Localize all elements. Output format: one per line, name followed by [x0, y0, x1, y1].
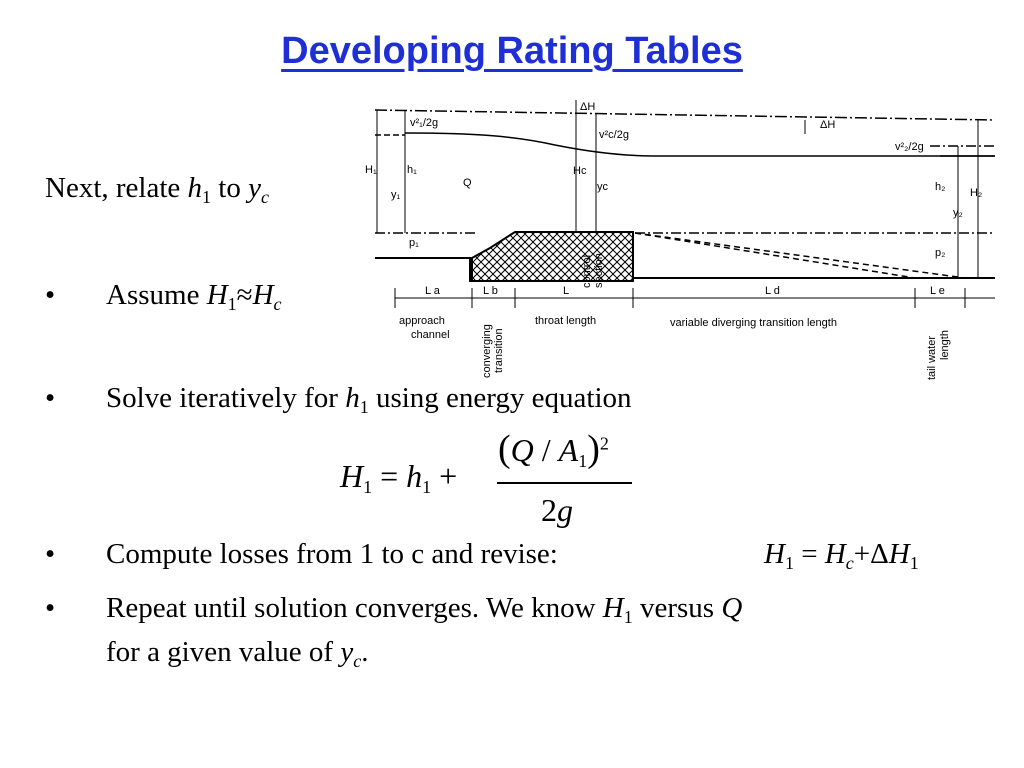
approach-label: approach — [399, 315, 445, 327]
converging-label: converging — [481, 324, 493, 378]
energy-equation-lhs — [340, 458, 457, 495]
plus-sign: + — [431, 458, 458, 494]
bullet-repeat — [106, 592, 742, 625]
H-symbol: H — [602, 592, 624, 624]
Q-symbol: Q — [721, 592, 743, 624]
p2-label: p₂ — [935, 247, 946, 259]
y-symbol: y — [248, 172, 261, 204]
H-sub: 1 — [784, 553, 794, 573]
H-symbol: H — [206, 279, 228, 311]
L-label: L — [563, 285, 570, 297]
Lb-label: L b — [483, 285, 498, 297]
close-paren: ) — [587, 428, 600, 470]
h2-label: h₂ — [935, 181, 946, 193]
Hc-symbol: H — [252, 279, 274, 311]
equation-numerator — [498, 427, 609, 471]
length-label: length — [939, 330, 951, 360]
Hc-symbol: H — [824, 538, 846, 570]
H-symbol: H — [764, 538, 785, 570]
A-sub: 1 — [578, 451, 588, 471]
y1-label: y₁ — [391, 189, 401, 201]
solve-text: Solve iteratively for — [106, 382, 346, 414]
y2-label: y₂ — [953, 207, 963, 219]
Q-label: Q — [463, 177, 472, 189]
H-symbol: H — [340, 458, 364, 494]
equals-sign: = — [372, 458, 407, 494]
h1-label: h₁ — [407, 164, 417, 176]
Hc-sub: c — [845, 553, 854, 573]
diverging-label: variable diverging transition length — [670, 317, 837, 329]
h-sub: 1 — [359, 397, 369, 417]
channel-bed — [375, 258, 995, 281]
control-label: control — [581, 254, 593, 288]
fraction-bar — [497, 482, 632, 484]
approx-symbol: ≈ — [236, 279, 253, 311]
delta-h1-label: ΔH — [580, 101, 596, 113]
repeat-text: Repeat until solution converges. We know — [106, 592, 603, 624]
bullet-compute — [106, 538, 558, 571]
slash: / — [533, 432, 559, 468]
Le-label: L e — [930, 285, 945, 297]
bullet-marker: • — [45, 538, 56, 570]
revise-equation — [764, 538, 919, 571]
slide-title: Developing Rating Tables — [281, 30, 743, 72]
H2-label: H₂ — [970, 187, 983, 199]
intro-text: Next, relate — [45, 172, 188, 204]
throat-label: throat length — [535, 315, 597, 327]
Hc-sub: c — [273, 294, 282, 314]
H-symbol: H — [888, 538, 910, 570]
tail-water-label: tail water — [926, 335, 938, 380]
given-text: for a given value of — [106, 636, 341, 668]
v1-label: v²₁/2g — [410, 117, 439, 129]
H-sub: 1 — [227, 294, 237, 314]
bullet-marker: • — [45, 382, 56, 414]
throat-hump — [472, 232, 633, 281]
y-symbol: y — [340, 636, 354, 668]
bullet-assume — [106, 279, 282, 312]
channel-label: channel — [411, 329, 450, 341]
exponent: 2 — [599, 433, 609, 454]
h-symbol: h — [187, 172, 203, 204]
energy-line — [375, 110, 995, 120]
La-label: L a — [425, 285, 440, 297]
yc-label: yc — [597, 181, 608, 193]
open-paren: ( — [498, 428, 511, 470]
delta-h2-label: ΔH — [820, 119, 836, 131]
g-symbol: g — [557, 492, 573, 528]
v2-label: v²₂/2g — [895, 141, 924, 153]
Hc-label: Hc — [573, 165, 587, 177]
section-label: section — [593, 253, 605, 288]
intro-line — [45, 172, 269, 205]
transition-label: transition — [493, 328, 505, 373]
H-sub: 1 — [363, 477, 373, 497]
Q-symbol: Q — [510, 432, 534, 468]
Ld-label: L d — [765, 285, 780, 297]
y-sub: c — [260, 187, 269, 207]
p1-label: p₁ — [409, 237, 419, 249]
h-symbol: h — [406, 458, 423, 494]
assume-text: Assume — [106, 279, 207, 311]
H-sub: 1 — [623, 607, 633, 627]
vc-label: v²c/2g — [599, 129, 629, 141]
bullet-marker: • — [45, 279, 56, 311]
h-symbol: h — [345, 382, 360, 414]
period: . — [361, 636, 369, 668]
flume-diagram — [365, 98, 1000, 388]
solve-text-end: using energy equation — [368, 382, 632, 414]
h-sub: 1 — [202, 187, 212, 207]
h-sub: 1 — [422, 477, 432, 497]
plus-delta: +Δ — [853, 538, 889, 570]
bullet-marker: • — [45, 592, 56, 624]
H-sub: 1 — [909, 553, 919, 573]
A-symbol: A — [558, 432, 579, 468]
H1-label: H₁ — [365, 164, 377, 176]
equals-sign: = — [793, 538, 825, 570]
bullet-repeat-cont — [106, 636, 368, 669]
to-text: to — [211, 172, 249, 204]
equation-denominator — [541, 492, 573, 529]
compute-text: Compute losses from 1 to c and revise: — [106, 538, 558, 570]
y-sub: c — [353, 651, 362, 671]
two: 2 — [541, 492, 557, 528]
versus-text: versus — [632, 592, 722, 624]
